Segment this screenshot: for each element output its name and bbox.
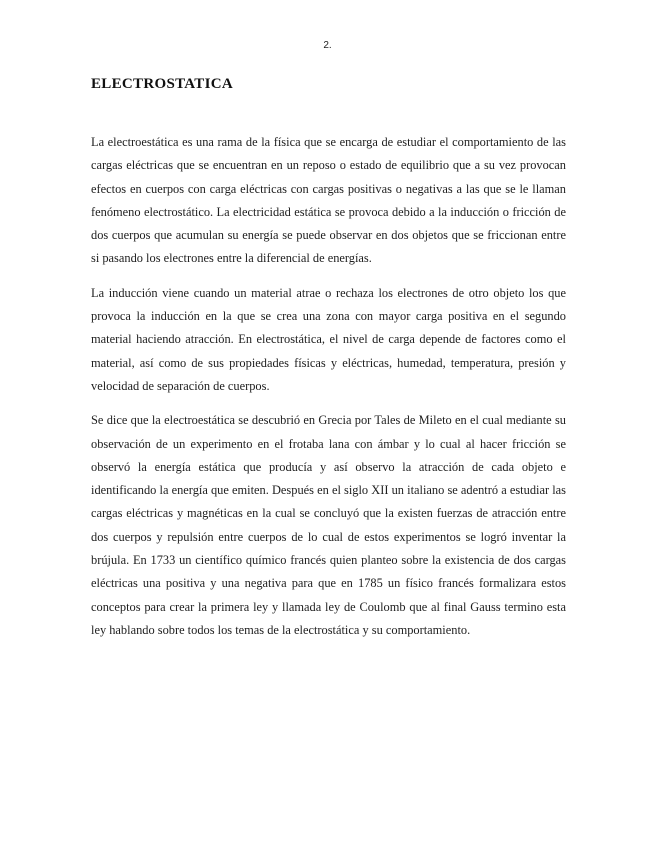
paragraph-history: Se dice que la electroestática se descubrió en Grecia por Tales de Mileto en el cual mediante su observación de un experimento en el frotaba lana con ámbar y lo cual al hacer fricción se observó la energía estática que producía y así observo la atracción de cada objeto e identificando la energía que emiten. Después en el siglo XII un italiano se adentró a estudiar las cargas eléctricas y magnéticas en la cual se concluyó que la existen fuerzas de atracción entre dos cuerpos y repulsión entre cuerpos de lo cual de estos experimentos se logró inventar la brújula. En 1733 un científico químico francés quien planteo sobre la existencia de dos cargas eléctricas una positiva y una negativa para que en 1785 un físico francés formalizara estos conceptos para crear la primera ley y llamada ley de Coulomb que al final Gauss termino esta ley hablando sobre todos los temas de la electrostática y su comportamiento. bbox=[91, 413, 566, 637]
page-number: 2. bbox=[323, 40, 332, 51]
document-body bbox=[91, 131, 566, 653]
paragraph-definition: La electroestática es una rama de la física que se encarga de estudiar el comportamiento de las cargas eléctricas que se encuentran en un reposo o estado de equilibrio que a su vez provocan efectos en cuerpos con carga eléctricas con cargas positivas o negativas a las que se le llaman fenómeno electrostático. La electricidad estática se provoca debido a la inducción o fricción de dos cuerpos que acumulan su energía se puede observar en dos objetos que se friccionan entre si pasando los electrones entre la diferencial de energías. bbox=[91, 135, 566, 266]
paragraph-induction: La inducción viene cuando un material atrae o rechaza los electrones de otro objeto los que provoca la inducción en la que se crea una zona con mayor carga positiva en el segundo material haciendo atracción. En electrostática, el nivel de carga depende de factores como el material, así como de sus propiedades físicas y eléctricas, humedad, temperatura, presión y velocidad de separación de cuerpos. bbox=[91, 285, 566, 393]
document-title: ELECTROSTATICA bbox=[91, 76, 234, 92]
